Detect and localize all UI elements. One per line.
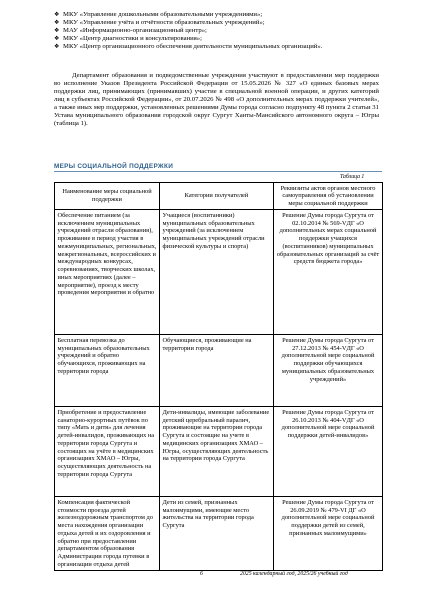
table-cell: Бесплатная перевозка до муниципальных образовательных учреждений и обратно обучающихся, проживающих на территории города — [55, 335, 160, 407]
table-cell: Решение Думы города Сургута от 02.10.2014 № 569-VДГ «О дополнительных мерах социальной поддержки учащихся (воспитанников) муниципальных образовательных организаций за счёт средств бюджета города» — [274, 210, 383, 335]
list-item: ❖ МКУ «Управление учёта и отчётности образовательных учреждений»; — [54, 19, 265, 27]
column-header: Реквизиты актов органов местного самоуправления об установлении меры социальной поддержки — [274, 183, 383, 210]
diamond-bullet-icon: ❖ — [54, 19, 60, 27]
table-cell: Решение Думы города Сургута от 27.12.2013 № 454-VДГ «О дополнительной мере социальной поддержки обучающихся муниципальных образовательных учреждений» — [274, 335, 383, 407]
table-cell: Решение Думы города Сургута от 26.09.2019 № 479-VI ДГ «О дополнительной мере социальной поддержки детей из семей, признанных малоимущими» — [274, 497, 383, 571]
page-footer — [200, 571, 348, 577]
footer-text: 2025 календарный год, 2025/26 учебный год — [240, 571, 348, 577]
table-cell: Компенсация фактической стоимости проезда детей железнодорожным транспортом до места нахождения организации отдыха детей и их оздоровления и обратно при предоставлении департаментом образования Администрации города путевки в организации отдыха детей — [55, 497, 160, 571]
section-divider — [54, 171, 382, 172]
table-cell: Учащиеся (воспитанники) муниципальных образовательных учреждений (за исключением муниципальных учреждений отрасли физической культуры и спорта) — [160, 210, 274, 335]
list-item: ❖ МКУ «Центр организационного обеспечения деятельности муниципальных организаций». — [54, 43, 323, 51]
column-header: Категории получателей — [160, 183, 274, 210]
table-row — [55, 497, 383, 571]
diamond-bullet-icon: ❖ — [54, 43, 60, 51]
diamond-bullet-icon: ❖ — [54, 11, 60, 18]
section-title: МЕРЫ СОЦИАЛЬНОЙ ПОДДЕРЖКИ — [54, 163, 174, 170]
table-cell: Обучающиеся, проживающие на территории города — [160, 335, 274, 407]
column-header: Наименование меры социальной поддержки — [55, 183, 160, 210]
table-cell: Дети из семей, признанных малоимущими, имеющие место жительства на территории города Сургута — [160, 497, 274, 571]
list-item: ❖ МКУ «Управление дошкольными образовательными учреждениями»; — [54, 11, 263, 18]
table-cell: Решение Думы города Сургута от 26.10.2013 № 404-VДГ «О дополнительной мере социальной поддержки детей-инвалидов» — [274, 407, 383, 497]
table-row — [55, 335, 383, 407]
table-header-row — [55, 183, 383, 210]
table-cell: Дети-инвалиды, имеющие заболевание детский церебральный паралич, проживающие на территории города Сургута и состоящие на учете в медицинских организациях ХМАО – Югры, осуществляющих деятельность на территории города Сургута — [160, 407, 274, 497]
body-paragraph: Департамент образования и подведомственные учреждения участвуют в предоставлении мер поддержки во исполнение Указов Президента Российской Федерации от 15.05.2026 № 327 «О единых базовых мерах поддержки лиц, принимающих (принимавших) участие в специальной военной операции, и других категорий лиц в субъектах Российской Федерации», от 20.07.2026 № 498 «О дополнительных мерах поддержки учителей», а также иных мер поддержки, установленных решениями Думы города согласно подпункту 48 пункта 2 статьи 31 Устава муниципального образования городской округ Сургут Ханты-Мансийского автономного округа – Югры (таблица 1). — [54, 72, 379, 128]
table-caption: Таблица 1 — [340, 174, 365, 180]
table-row — [55, 407, 383, 497]
diamond-bullet-icon: ❖ — [54, 27, 60, 35]
table-cell: Обеспечение питанием (за исключением муниципальных учреждений отрасли образования), проживание в период участия в межмуниципальных, региональных, межрегиональных, всероссийских и международных конкурсах, соревнованиях, творческих школах, иных мероприятиях (далее – мероприятие), проезд к месту проведения мероприятия и обратно — [55, 210, 160, 335]
support-measures-table — [54, 182, 383, 571]
diamond-bullet-icon: ❖ — [54, 35, 60, 43]
page-number: 6 — [200, 571, 203, 577]
list-item: ❖ МКУ «Центр диагностики и консультирования»; — [54, 35, 202, 43]
table-cell: Приобретение и предоставление санаторно-курортных путёвок по типу «Мать и дитя» для лечения детей-инвалидов, проживающих на территории города Сургута и состоящих на учёте в медицинских организациях ХМАО – Югры, осуществляющих деятельность на территории города Сургута — [55, 407, 160, 497]
table-row — [55, 210, 383, 335]
bullet-list — [54, 11, 379, 51]
list-item: ❖ МАУ «Информационно-организационный центр»; — [54, 27, 207, 35]
